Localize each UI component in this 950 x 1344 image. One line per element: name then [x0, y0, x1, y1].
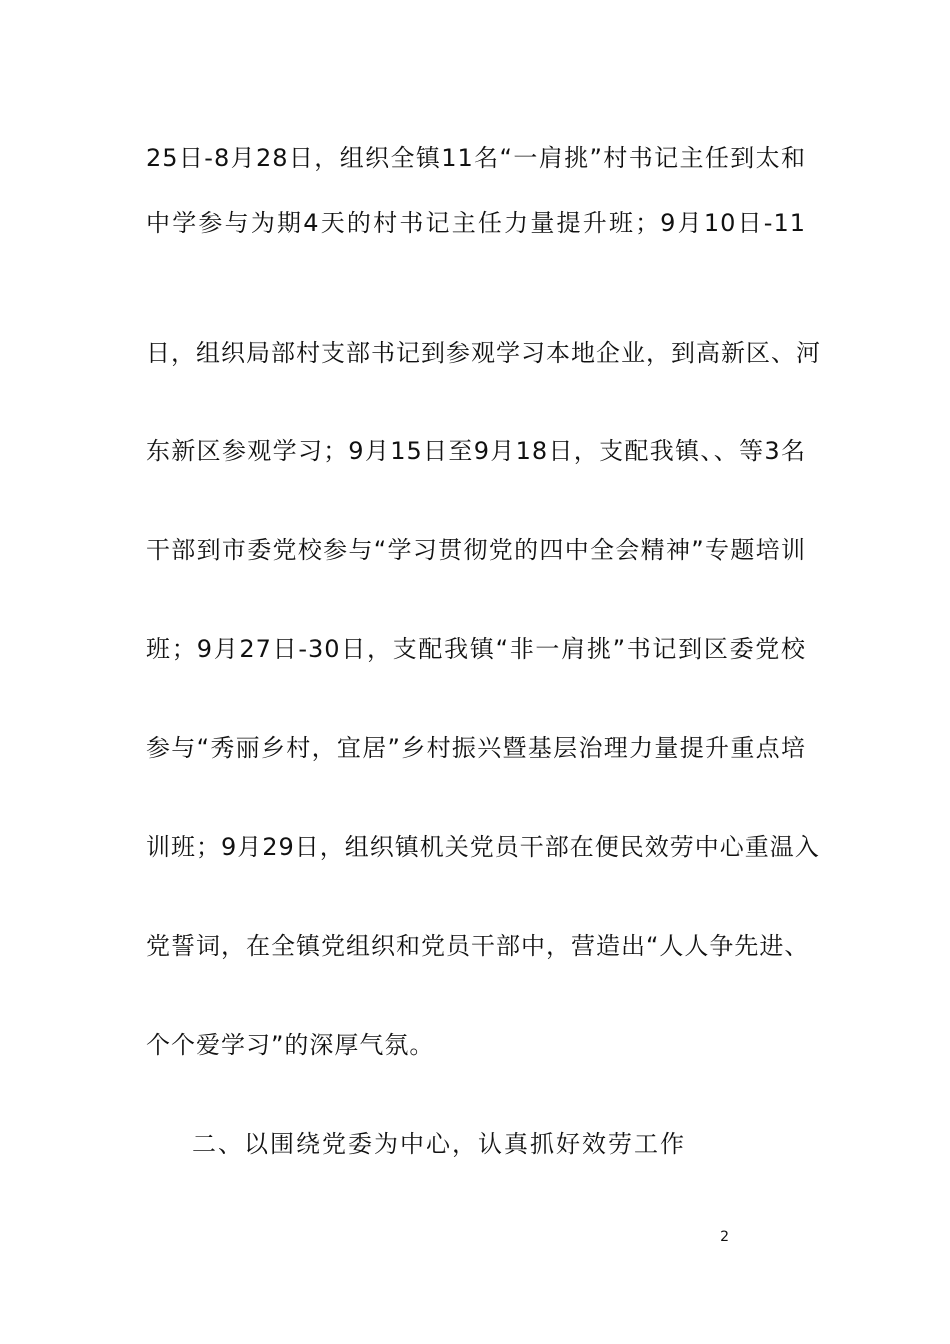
body-text-line: 东新区参观学习；9月15日至9月18日，支配我镇、、等3名	[146, 437, 806, 465]
body-text-line: 训班；9月29日，组织镇机关党员干部在便民效劳中心重温入	[146, 833, 820, 861]
body-text-line: 个个爱学习”的深厚气氛。	[146, 1031, 435, 1059]
body-text-line: 班；9月27日-30日，支配我镇“非一肩挑”书记到区委党校	[146, 635, 806, 663]
body-text-line: 中学参与为期4天的村书记主任力量提升班；9月10日-11	[146, 209, 806, 237]
section-heading: 二、以围绕党委为中心，认真抓好效劳工作	[192, 1130, 686, 1158]
page-number: 2	[720, 1229, 729, 1245]
body-text-line: 参与“秀丽乡村，宜居”乡村振兴暨基层治理力量提升重点培	[146, 734, 806, 762]
body-text-line: 25日-8月28日，组织全镇11名“一肩挑”村书记主任到太和	[146, 144, 806, 172]
body-text-line: 党誓词，在全镇党组织和党员干部中，营造出“人人争先进、	[146, 932, 810, 960]
body-text-line: 日，组织局部村支部书记到参观学习本地企业，到高新区、河	[146, 339, 821, 367]
body-text-line: 干部到市委党校参与“学习贯彻党的四中全会精神”专题培训	[146, 536, 806, 564]
